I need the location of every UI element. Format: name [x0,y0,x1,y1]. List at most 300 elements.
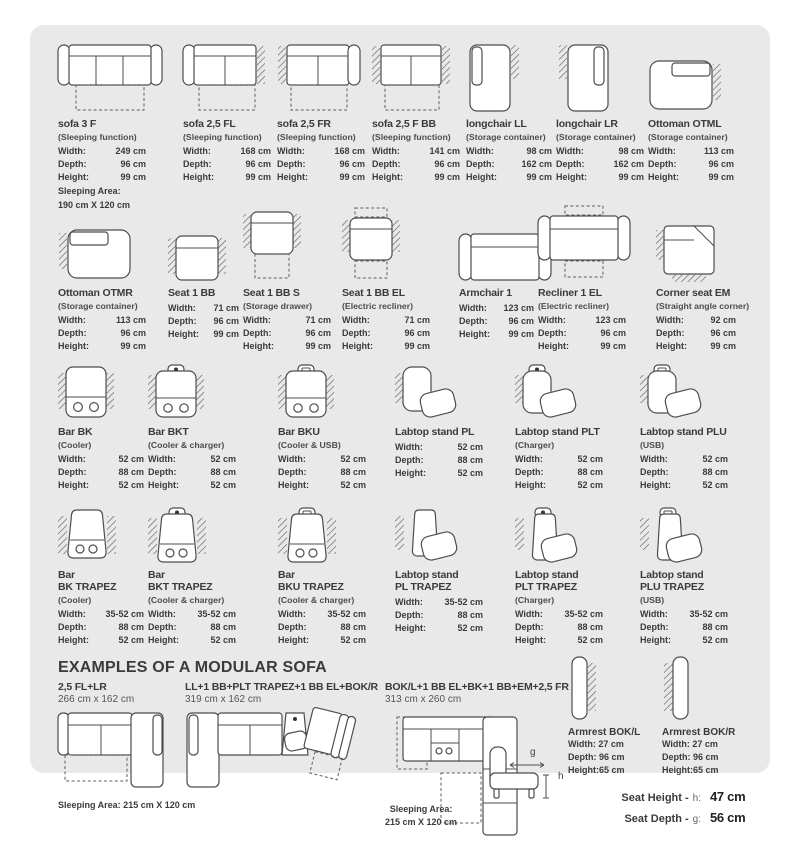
spec-value: 88 cm [340,622,366,632]
depth-spec [342,327,430,340]
spec-value: 168 cm [240,146,271,156]
spec-value: 99 cm [120,172,146,182]
spec-label: Width: [395,442,423,452]
module-name: Bar [58,569,75,581]
spec-label: Height: [515,635,546,645]
width-spec [640,453,728,466]
module-specs [58,608,144,647]
height-spec [538,340,626,353]
spec-label: Height: [342,341,373,351]
spec-value: 52 cm [702,454,728,464]
depth-spec [183,158,271,171]
longchairlr-icon [556,41,648,113]
spec-label: Depth: [538,328,567,338]
width-spec [395,596,483,609]
seatel-icon [342,218,459,282]
module-card-seat-1-bb-s [243,218,342,353]
module-name: sofa 2,5 FR [277,118,331,130]
spec-label: Depth: [58,467,87,477]
armrest-spec-line: Width: 27 cm [662,739,718,749]
module-subtitle: (Storage container) [556,132,636,142]
spec-value: 98 cm [618,146,644,156]
width-spec [556,145,644,158]
spec-label: Height: [277,172,308,182]
spec-value: 35-52 cm [197,609,236,619]
spec-value: 52 cm [340,635,366,645]
module-name: longchair LL [466,118,527,130]
depth-spec [148,466,236,479]
height-spec [372,171,460,184]
example-2-5-fl-lr [58,681,195,810]
spec-label: Height: [58,172,89,182]
spec-label: Height: [556,172,587,182]
sofa25fbb-icon [372,41,466,113]
spec-value: 52 cm [340,480,366,490]
depth-spec [278,621,366,634]
seat-depth-label: Seat Depth - [624,813,689,825]
laptopu-icon [640,363,738,421]
depth-spec [656,327,736,340]
armrest-spec-line: Depth: 96 cm [568,752,625,762]
module-name: Labtop stand [395,569,459,581]
height-spec [640,634,728,647]
spec-value: 71 cm [305,315,331,325]
module-name-line2: PLU TRAPEZ [640,581,704,593]
spec-label: Depth: [640,622,669,632]
module-name: Armchair 1 [459,287,512,299]
module-card-sofa-3-f [58,41,183,212]
module-card-sofa-2-5-fl [183,41,277,184]
spec-label: Height: [538,341,569,351]
module-specs [515,608,603,647]
width-spec [277,145,365,158]
module-name-line2: BKT TRAPEZ [148,581,213,593]
module-card-bar-bk-trapez [58,506,148,647]
spec-label: Height: [168,329,199,339]
module-specs [277,145,365,184]
spec-label: Height: [148,480,179,490]
example-sleeping-area-note: Sleeping Area: 215 cm X 120 cm [58,800,196,810]
spec-value: 52 cm [457,442,483,452]
module-subtitle: (Cooler) [58,440,92,450]
module-specs [395,596,483,635]
depth-spec [395,609,483,622]
spec-label: Height: [459,329,490,339]
spec-label: Depth: [278,622,307,632]
spec-label: Depth: [183,159,212,169]
module-name: Seat 1 BB S [243,287,300,299]
height-spec [58,479,144,492]
spec-value: 96 cm [710,328,736,338]
module-name: Labtop stand PLT [515,426,600,438]
catalog-panel [30,25,770,827]
spec-value: 99 cm [618,172,644,182]
spec-label: Depth: [556,159,585,169]
module-specs [278,453,366,492]
armrestr-icon [662,655,735,721]
spec-value: 99 cm [434,172,460,182]
spec-value: 52 cm [210,480,236,490]
width-spec [538,314,626,327]
module-card-seat-1-bb [168,218,243,341]
seat-icon [168,218,243,282]
spec-value: 88 cm [702,467,728,477]
width-spec [395,441,483,454]
module-card-corner-seat-em [656,218,750,353]
module-name: Seat 1 BB [168,287,216,299]
width-spec [640,608,728,621]
spec-value: 88 cm [577,467,603,477]
spec-value: 168 cm [334,146,365,156]
spec-value: 52 cm [118,454,144,464]
module-name: Labtop stand [640,569,704,581]
width-spec [58,608,144,621]
module-extra-line: Sleeping Area: [58,186,121,196]
example-dimensions: 313 cm x 260 cm [385,694,462,705]
spec-label: Depth: [459,316,488,326]
spec-value: 88 cm [118,622,144,632]
spec-label: Height: [395,468,426,478]
example-name: LL+1 BB+PLT TRAPEZ+1 BB EL+BOK/R [185,681,378,693]
module-card-bar-bku [278,363,395,492]
height-spec [342,340,430,353]
sofa25fl-icon [183,41,277,113]
module-card-bar-bkt-trapez [148,506,278,647]
spec-value: 96 cm [245,159,271,169]
depth-spec [58,158,146,171]
module-name: Ottoman OTML [648,118,722,130]
height-spec [656,340,736,353]
spec-label: Width: [640,609,668,619]
module-card-bar-bk [58,363,148,492]
example-dimensions: 266 cm x 162 cm [58,694,135,705]
examples-section [58,659,746,859]
spec-value: 88 cm [457,455,483,465]
height-spec [243,340,331,353]
armrest-name: Armrest BOK/R [662,727,736,738]
spec-label: Height: [58,480,89,490]
spec-label: Height: [58,635,89,645]
height-spec [183,171,271,184]
bartrap-icon [58,506,148,564]
depth-spec [277,158,365,171]
module-card-labtop-stand-pl [395,363,515,480]
module-specs [372,145,460,184]
module-specs [459,302,534,341]
spec-value: 96 cm [213,316,239,326]
barttrap-icon [148,506,278,564]
depth-spec [372,158,460,171]
sofa25fr-icon [277,41,372,113]
spec-label: Depth: [168,316,197,326]
module-specs [515,453,603,492]
armchair-icon [459,218,538,282]
spec-label: Depth: [640,467,669,477]
spec-value: 249 cm [115,146,146,156]
spec-label: Depth: [58,328,87,338]
baru-icon [278,363,395,421]
width-spec [515,453,603,466]
spec-label: Width: [342,315,370,325]
module-name-line2: PL TRAPEZ [395,581,452,593]
spec-label: Width: [515,454,543,464]
seat-height-line [556,787,756,808]
depth-spec [148,621,236,634]
spec-label: Depth: [395,610,424,620]
module-subtitle: (Cooler) [58,595,92,605]
spec-label: Width: [58,146,86,156]
armrest-spec-line: Height:65 cm [568,765,625,775]
bars-row-2 [58,506,742,647]
spec-label: Width: [648,146,676,156]
spec-label: Height: [640,480,671,490]
spec-value: 52 cm [577,635,603,645]
depth-spec [640,621,728,634]
spec-label: Width: [515,609,543,619]
width-spec [243,314,331,327]
spec-label: Depth: [466,159,495,169]
module-subtitle: (Charger) [515,595,555,605]
spec-label: Width: [183,146,211,156]
module-card-armchair-1 [459,218,538,341]
seats-icon [243,218,342,282]
spec-value: 99 cm [213,329,239,339]
spec-label: Height: [648,172,679,182]
module-specs [640,453,728,492]
spec-label: Width: [148,609,176,619]
module-name: Labtop stand PLU [640,426,727,438]
module-subtitle: (USB) [640,595,665,605]
example-ll-1-bb-plt-trapez-1-bb-el-bok-r [185,681,381,795]
spec-value: 96 cm [120,159,146,169]
seat-dimensions [556,787,756,829]
spec-label: Width: [168,303,196,313]
spec-value: 96 cm [508,316,534,326]
spec-label: Height: [515,480,546,490]
spec-label: Height: [183,172,214,182]
spec-label: Width: [556,146,584,156]
module-subtitle: (Sleeping function) [58,132,137,142]
armrest-armrest-bok-l [568,655,640,777]
height-spec [58,171,146,184]
module-subtitle: (Storage container) [648,132,728,142]
module-specs [58,314,146,353]
height-spec [556,171,644,184]
spec-value: 52 cm [457,468,483,478]
width-spec [466,145,552,158]
depth-spec [168,315,239,328]
spec-label: Width: [278,609,306,619]
spec-value: 88 cm [340,467,366,477]
module-specs [648,145,734,184]
module-subtitle: (Cooler & USB) [278,440,341,450]
spec-label: Depth: [278,467,307,477]
spec-value: 88 cm [210,467,236,477]
module-subtitle: (Storage container) [466,132,546,142]
width-spec [459,302,534,315]
armrest-spec-line: Depth: 96 cm [662,752,719,762]
laptoputrap-icon [640,506,738,564]
module-specs [640,608,728,647]
height-spec [395,467,483,480]
seat-depth-value: 56 cm [710,810,746,825]
spec-label: Depth: [277,159,306,169]
spec-value: 99 cm [526,172,552,182]
module-name-line2: BK TRAPEZ [58,581,117,593]
spec-value: 162 cm [521,159,552,169]
module-subtitle: (Cooler & charger) [148,440,225,450]
spec-value: 141 cm [429,146,460,156]
module-specs [168,302,239,341]
spec-value: 99 cm [710,341,736,351]
module-specs [58,453,144,492]
spec-value: 96 cm [600,328,626,338]
spec-label: Width: [459,303,487,313]
height-spec [58,340,146,353]
width-spec [168,302,239,315]
spec-value: 35-52 cm [564,609,603,619]
ex2-icon [185,711,381,795]
module-subtitle: (Storage container) [58,301,138,311]
spec-label: Height: [58,341,89,351]
spec-label: Depth: [58,622,87,632]
module-subtitle: (Sleeping function) [277,132,356,142]
module-subtitle: (Straight angle corner) [656,301,750,311]
spec-value: 113 cm [115,315,146,325]
width-spec [183,145,271,158]
seat-height-var: h: [692,793,701,804]
module-subtitle: (Electric recliner) [342,301,413,311]
height-spec [148,634,236,647]
spec-value: 92 cm [710,315,736,325]
spec-label: Height: [148,635,179,645]
module-name: sofa 3 F [58,118,97,130]
laptop-icon [395,363,515,421]
bars-row-1 [58,363,742,492]
module-extra-line: 190 cm X 120 cm [58,200,131,210]
spec-label: Width: [278,454,306,464]
module-specs [556,145,644,184]
seat-height-letter: h [558,771,564,782]
seat-height-value: 47 cm [710,789,746,804]
spec-value: 98 cm [526,146,552,156]
width-spec [58,314,146,327]
module-subtitle: (Charger) [515,440,555,450]
depth-spec [395,454,483,467]
spec-label: Depth: [648,159,677,169]
module-subtitle: (Electric recliner) [538,301,609,311]
spec-value: 113 cm [703,146,734,156]
armrest-name: Armrest BOK/L [568,727,641,738]
spec-label: Width: [466,146,494,156]
armrestl-icon [568,655,640,721]
module-specs [148,453,236,492]
module-name: Bar BKT [148,426,189,438]
laptopttrap-icon [515,506,640,564]
depth-spec [640,466,728,479]
spec-value: 52 cm [210,454,236,464]
spec-label: Depth: [243,328,272,338]
spec-label: Width: [656,315,684,325]
height-spec [58,634,144,647]
spec-label: Width: [58,609,86,619]
spec-value: 71 cm [404,315,430,325]
module-subtitle: (Cooler & charger) [278,595,355,605]
spec-value: 71 cm [213,303,239,313]
spec-value: 88 cm [457,610,483,620]
examples-title: EXAMPLES OF A MODULAR SOFA [58,659,327,676]
spec-label: Width: [148,454,176,464]
module-specs [183,145,271,184]
module-card-labtop-stand-pl-trapez [395,506,515,635]
spec-value: 99 cm [708,172,734,182]
example-dimensions: 319 cm x 162 cm [185,694,262,705]
spec-label: Depth: [148,467,177,477]
spec-label: Depth: [515,622,544,632]
height-spec [648,171,734,184]
module-subtitle: (Storage drawer) [243,301,313,311]
module-name: Corner seat EM [656,287,731,299]
depth-spec [58,621,144,634]
module-name: Labtop stand PL [395,426,475,438]
laptopt-icon [515,363,640,421]
spec-value: 99 cm [305,341,331,351]
spec-value: 52 cm [702,635,728,645]
module-specs [656,314,736,353]
height-spec [466,171,552,184]
spec-value: 52 cm [457,623,483,633]
module-specs [58,145,146,184]
module-specs [342,314,430,353]
spec-value: 96 cm [339,159,365,169]
spec-label: Depth: [372,159,401,169]
module-name: Bar [148,569,165,581]
ottomanr-icon [58,218,168,282]
width-spec [58,453,144,466]
module-subtitle: (Sleeping function) [183,132,262,142]
height-spec [395,622,483,635]
depth-spec [515,466,603,479]
spec-value: 99 cm [600,341,626,351]
depth-spec [556,158,644,171]
spec-label: Height: [656,341,687,351]
module-card-ottoman-otmr [58,218,168,353]
width-spec [372,145,460,158]
spec-value: 88 cm [577,622,603,632]
spec-label: Depth: [342,328,371,338]
module-card-labtop-stand-plu [640,363,738,492]
ottomanl-icon [648,41,738,113]
spec-label: Depth: [395,455,424,465]
spec-value: 162 cm [613,159,644,169]
spec-label: Height: [395,623,426,633]
module-specs [538,314,626,353]
module-subtitle: (Cooler & charger) [148,595,225,605]
module-card-longchair-lr [556,41,648,184]
module-name: Bar [278,569,295,581]
spec-value: 88 cm [210,622,236,632]
height-spec [515,634,603,647]
width-spec [342,314,430,327]
spec-label: Height: [466,172,497,182]
module-name: Labtop stand [515,569,579,581]
module-name: sofa 2,5 F BB [372,118,436,130]
spec-value: 52 cm [118,635,144,645]
armrest-armrest-bok-r [662,655,735,777]
armrest-spec-line: Height:65 cm [662,765,719,775]
module-card-labtop-stand-plt-trapez [515,506,640,647]
height-spec [459,328,534,341]
